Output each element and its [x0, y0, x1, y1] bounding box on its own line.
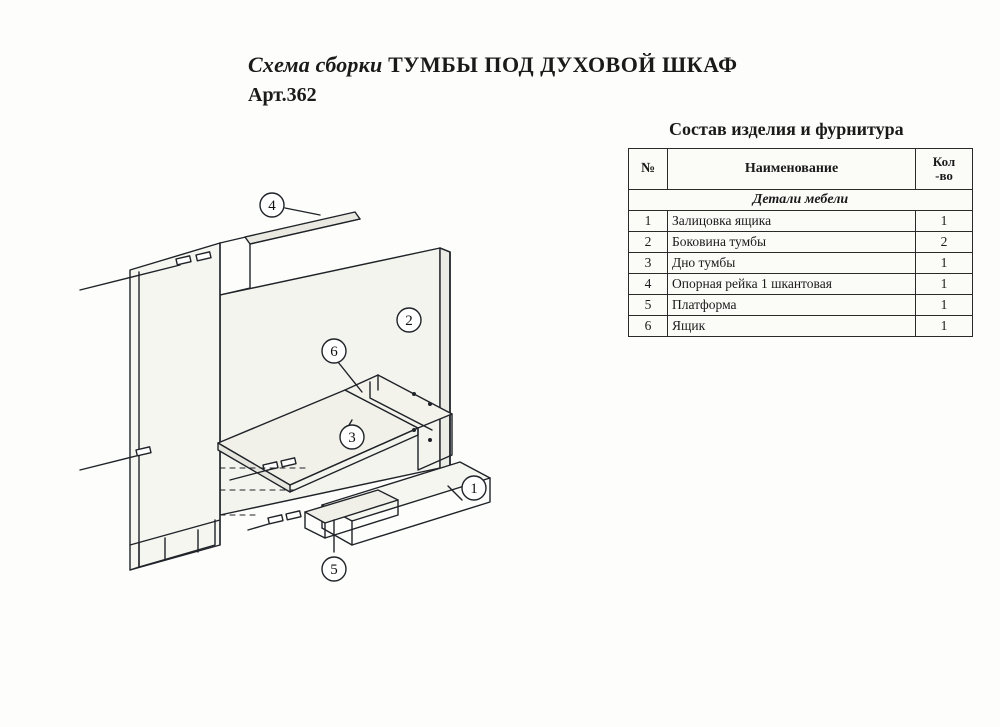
row-quantity: 1 — [916, 316, 973, 337]
parts-table-caption: Состав изделия и фурнитура — [669, 119, 904, 139]
fixing-dot-3 — [412, 428, 416, 432]
row-name: Залицовка ящика — [668, 211, 916, 232]
row-number: 4 — [629, 274, 668, 295]
page-title-italic: Схема сборки — [248, 52, 383, 77]
support-rail-part4 — [245, 212, 360, 244]
fixing-dot-4 — [428, 438, 432, 442]
row-number: 2 — [629, 232, 668, 253]
header-name: Наименование — [668, 149, 916, 190]
row-number: 3 — [629, 253, 668, 274]
row-name: Платформа — [668, 295, 916, 316]
row-quantity: 1 — [916, 253, 973, 274]
cabinet-left-side-panel — [130, 243, 220, 570]
callout-label-2: 2 — [405, 313, 413, 329]
row-name: Боковина тумбы — [668, 232, 916, 253]
cabinet-right-side-panel-thickness — [440, 248, 450, 470]
row-name: Ящик — [668, 316, 916, 337]
back-panel-top-edge — [220, 236, 250, 295]
page-title-bold: ТУМБЫ ПОД ДУХОВОЙ ШКАФ — [388, 52, 738, 77]
runner-dowel-3 — [268, 515, 283, 524]
leader-line-4 — [285, 208, 320, 215]
callout-label-4: 4 — [268, 198, 276, 214]
fixing-dot-2 — [428, 402, 432, 406]
callout-label-1: 1 — [470, 481, 478, 497]
fixing-dot-1 — [412, 392, 416, 396]
header-number: № — [629, 149, 668, 190]
row-quantity: 1 — [916, 295, 973, 316]
row-name: Опорная рейка 1 шкантовая — [668, 274, 916, 295]
callout-label-6: 6 — [330, 344, 338, 360]
callout-label-3: 3 — [348, 430, 356, 446]
row-quantity: 2 — [916, 232, 973, 253]
runner-dowel-4 — [286, 511, 301, 520]
header-quantity-line2: -во — [935, 168, 953, 183]
drawing-geometry — [80, 208, 490, 570]
header-quantity-line1: Кол — [932, 154, 956, 170]
article-number: Арт.362 — [248, 84, 317, 106]
row-quantity: 1 — [916, 211, 973, 232]
callout-label-5: 5 — [330, 562, 338, 578]
row-number: 6 — [629, 316, 668, 337]
row-number: 5 — [629, 295, 668, 316]
section-label: Детали мебели — [629, 190, 973, 211]
row-number: 1 — [629, 211, 668, 232]
runner-line-2 — [248, 523, 272, 530]
row-name: Дно тумбы — [668, 253, 916, 274]
row-quantity: 1 — [916, 274, 973, 295]
